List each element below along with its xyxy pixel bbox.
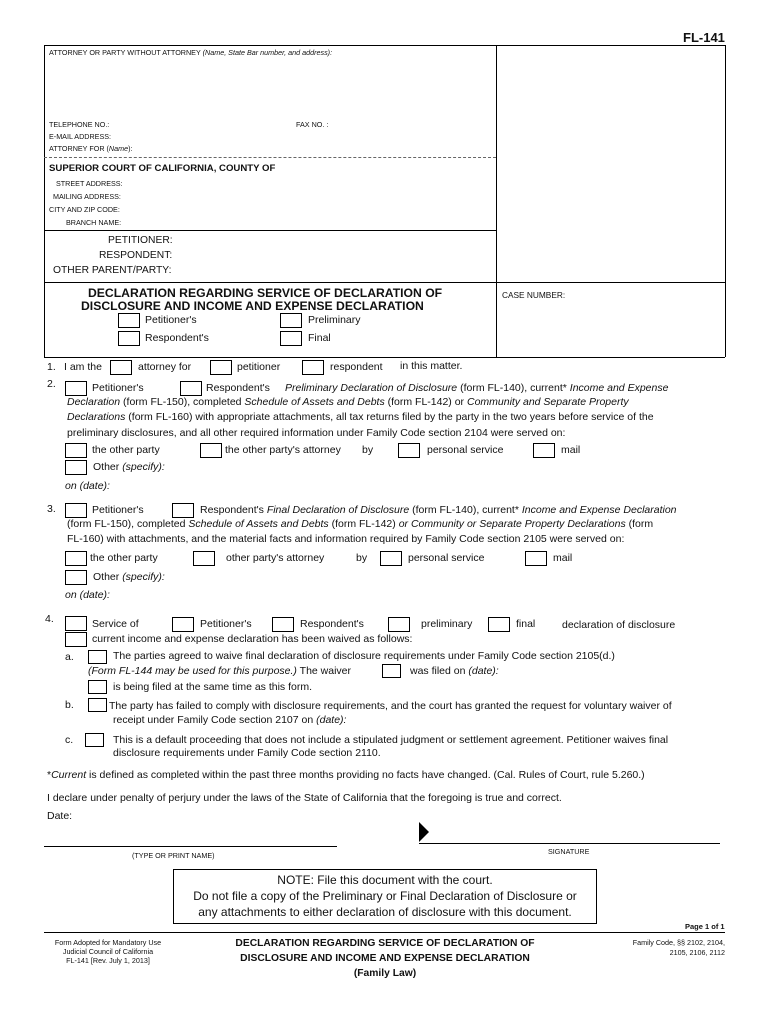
item4-preliminary-checkbox[interactable]	[388, 617, 410, 632]
item4a-waiver-line: (Form FL-144 may be used for this purpose.) The waiver	[88, 665, 352, 677]
item3-by: by	[356, 552, 368, 564]
item3-text-line1: Respondent's Final Declaration of Disclosure (form FL-140), current* Income and Expense Declaration	[200, 504, 677, 516]
item1-petitioner: petitioner	[237, 361, 281, 373]
caption-divider	[496, 45, 497, 357]
fax-label: FAX NO. :	[296, 120, 329, 129]
footer-form-rev: FL-141 [Rev. July 1, 2013]	[66, 956, 150, 965]
item4b-date-line: receipt under Family Code section 2107 on (date):	[113, 714, 347, 726]
item3-personal-checkbox[interactable]	[380, 551, 402, 566]
item4a-waiver-filed-checkbox[interactable]	[382, 664, 401, 678]
item2-other-party: the other party	[92, 444, 160, 456]
form-number: FL-141	[683, 30, 725, 45]
caption-top-rule	[44, 45, 725, 46]
item2-number: 2.	[47, 378, 56, 390]
item2-attorney-checkbox[interactable]	[200, 443, 222, 458]
footer-adopted-2: Judicial Council of California	[62, 947, 154, 956]
item4-waived: current income and expense declaration has been waived as follows:	[92, 633, 413, 645]
caption-right-rule	[725, 45, 726, 357]
item2-petitioners-checkbox[interactable]	[65, 381, 87, 396]
signature-label: SIGNATURE	[548, 847, 590, 856]
city-zip-label: CITY AND ZIP CODE:	[49, 205, 120, 214]
signature-arrow-icon	[419, 822, 429, 842]
page-number: Page 1 of 1	[685, 922, 725, 931]
item2-by: by	[362, 444, 374, 456]
perjury-declaration: I declare under penalty of perjury under the laws of the State of California that the foregoing is true and correct.	[47, 792, 562, 804]
item4-service-checkbox[interactable]	[65, 616, 87, 631]
other-party-label: OTHER PARENT/PARTY:	[53, 265, 172, 276]
footer-code-2: 2105, 2106, 2112	[669, 948, 725, 957]
item4-respondents-checkbox[interactable]	[272, 617, 294, 632]
item1-number: 1.	[47, 361, 56, 373]
parties-title-divider	[44, 282, 725, 283]
item4a-text: The parties agreed to waive final declaration of disclosure requirements under Family Code section 2105(d.)	[113, 650, 615, 662]
item4c-letter: c.	[65, 734, 74, 746]
footer-rule	[44, 932, 725, 933]
item4-final: final	[516, 618, 536, 630]
title-preliminary-checkbox[interactable]	[280, 313, 302, 328]
item2-personal-checkbox[interactable]	[398, 443, 420, 458]
item3-other-party: the other party	[90, 552, 158, 564]
date-label: Date:	[47, 810, 73, 822]
item3-paragraph: (form FL-150), completed Schedule of Assets and Debts (form FL-142) or Community or Separate Property Declarations (form FL-160) with attachments, and the material facts and information required by Family Code section 2105 were served on:	[67, 518, 654, 546]
item2-paragraph: Declaration (form FL-150), completed Schedule of Assets and Debts (form FL-142) or Community and Separate Property Declarations (form FL-160) with appropriate attachments, all tax returns filed by the party in the two years before service of the preliminary disclosures, and all other required information under Family Code section 2104 were served on:	[67, 396, 654, 439]
item4a-same-time-checkbox[interactable]	[88, 680, 107, 694]
item4b-checkbox[interactable]	[88, 698, 107, 712]
attorney-heading: ATTORNEY OR PARTY WITHOUT ATTORNEY (Name, State Bar number, and address):	[49, 48, 333, 57]
note-line3: any attachments to either declaration of disclosure with this document.	[198, 905, 572, 919]
item4c-checkbox[interactable]	[85, 733, 104, 747]
form-title-line2: DISCLOSURE AND INCOME AND EXPENSE DECLARATION	[81, 299, 424, 313]
item2-personal: personal service	[427, 444, 504, 456]
item4-petitioners-checkbox[interactable]	[172, 617, 194, 632]
footer-title-2: DISCLOSURE AND INCOME AND EXPENSE DECLARATION	[240, 953, 530, 964]
item3-personal: personal service	[408, 552, 485, 564]
title-petitioners-checkbox[interactable]	[118, 313, 140, 328]
item4-final-checkbox[interactable]	[488, 617, 510, 632]
email-label: E-MAIL ADDRESS:	[49, 132, 112, 141]
item2-respondents: Respondent's	[206, 382, 270, 394]
item4-service-of: Service of	[92, 618, 139, 630]
item2-other-checkbox[interactable]	[65, 460, 87, 475]
item3-other: Other (specify):	[93, 571, 165, 583]
item2-on-date: on (date):	[65, 480, 110, 492]
footer-title-3: (Family Law)	[353, 968, 417, 979]
item4a-filed-on: was filed on (date):	[410, 665, 499, 677]
item1-in-this-matter: in this matter.	[400, 360, 463, 372]
item4b-text: The party has failed to comply with disclosure requirements, and the court has granted the request for voluntary waiver of	[109, 700, 672, 712]
case-number-label: CASE NUMBER:	[502, 290, 566, 300]
item4-number: 4.	[45, 613, 54, 625]
item3-petitioners-checkbox[interactable]	[65, 503, 87, 518]
item1-petitioner-checkbox[interactable]	[210, 360, 232, 375]
telephone-label: TELEPHONE NO.:	[49, 120, 110, 129]
item3-mail: mail	[553, 552, 573, 564]
footer-title-1: DECLARATION REGARDING SERVICE OF DECLARATION OF	[235, 938, 535, 949]
title-final-label: Final	[308, 332, 331, 344]
item2-attorney: the other party's attorney	[225, 444, 341, 456]
item2-other: Other (specify):	[93, 461, 165, 473]
attorney-for-label: ATTORNEY FOR (Name):	[49, 144, 133, 153]
item1-respondent-checkbox[interactable]	[302, 360, 324, 375]
item2-other-party-checkbox[interactable]	[65, 443, 87, 458]
item1-attorney-checkbox[interactable]	[110, 360, 132, 375]
form-title-line1: DECLARATION REGARDING SERVICE OF DECLARATION OF	[88, 286, 443, 300]
print-name-label: (TYPE OR PRINT NAME)	[132, 851, 215, 860]
item4b-letter: b.	[65, 699, 74, 711]
attorney-court-divider	[44, 157, 496, 158]
item4c-text: This is a default proceeding that does not include a stipulated judgment or settlement agreement. Petitioner waives final	[113, 734, 669, 746]
item2-petitioners: Petitioner's	[92, 382, 144, 394]
item4a-letter: a.	[65, 651, 74, 663]
item4c-text2: disclosure requirements under Family Code section 2110.	[113, 747, 381, 759]
item3-on-date: on (date):	[65, 589, 110, 601]
item1-i-am-the: I am the	[64, 361, 102, 373]
caption-bottom-rule	[44, 357, 725, 358]
item1-attorney-for: attorney for	[138, 361, 192, 373]
item3-respondents-checkbox[interactable]	[172, 503, 194, 518]
title-preliminary-label: Preliminary	[308, 314, 361, 326]
item2-text-line1: Preliminary Declaration of Disclosure (form FL-140), current* Income and Expense	[285, 382, 669, 394]
branch-name-label: BRANCH NAME:	[66, 218, 122, 227]
title-final-checkbox[interactable]	[280, 331, 302, 346]
item3-petitioners: Petitioner's	[92, 504, 144, 516]
item4-respondents: Respondent's	[300, 618, 364, 630]
current-footnote: *Current is defined as completed within the past three months providing no facts have changed. (Cal. Rules of Court, rule 5.260.)	[47, 769, 645, 781]
title-respondents-checkbox[interactable]	[118, 331, 140, 346]
street-address-label: STREET ADDRESS:	[56, 179, 123, 188]
signature-line[interactable]	[419, 843, 720, 844]
item3-other-party-checkbox[interactable]	[65, 551, 87, 566]
item3-attorney-checkbox[interactable]	[193, 551, 215, 566]
caption-left-rule	[44, 45, 45, 357]
item4a-same-time: is being filed at the same time as this form.	[113, 681, 313, 693]
footer-adopted-1: Form Adopted for Mandatory Use	[54, 938, 162, 947]
petitioner-label: PETITIONER:	[108, 235, 173, 246]
item4-petitioners: Petitioner's	[200, 618, 252, 630]
title-respondents-label: Respondent's	[145, 332, 209, 344]
item2-mail-checkbox[interactable]	[533, 443, 555, 458]
respondent-label: RESPONDENT:	[99, 250, 173, 261]
item4-waived-checkbox[interactable]	[65, 632, 87, 647]
note-line2: Do not file a copy of the Preliminary or Final Declaration of Disclosure or	[193, 889, 577, 903]
court-parties-divider	[44, 230, 496, 231]
item3-attorney: other party's attorney	[226, 552, 325, 564]
item4a-checkbox[interactable]	[88, 650, 107, 664]
footer-code-1: Family Code, §§ 2102, 2104,	[632, 938, 725, 947]
item4-preliminary: preliminary	[421, 618, 473, 630]
item3-other-checkbox[interactable]	[65, 570, 87, 585]
item2-respondents-checkbox[interactable]	[180, 381, 202, 396]
mailing-address-label: MAILING ADDRESS:	[53, 192, 121, 201]
item1-respondent: respondent	[330, 361, 383, 373]
print-name-line[interactable]	[44, 846, 337, 847]
item3-mail-checkbox[interactable]	[525, 551, 547, 566]
item4-declaration: declaration of disclosure	[562, 619, 676, 631]
item3-number: 3.	[47, 503, 56, 515]
title-petitioners-label: Petitioner's	[145, 314, 197, 326]
court-heading: SUPERIOR COURT OF CALIFORNIA, COUNTY OF	[49, 163, 276, 174]
item2-mail: mail	[561, 444, 581, 456]
note-line1: NOTE: File this document with the court.	[277, 873, 493, 887]
